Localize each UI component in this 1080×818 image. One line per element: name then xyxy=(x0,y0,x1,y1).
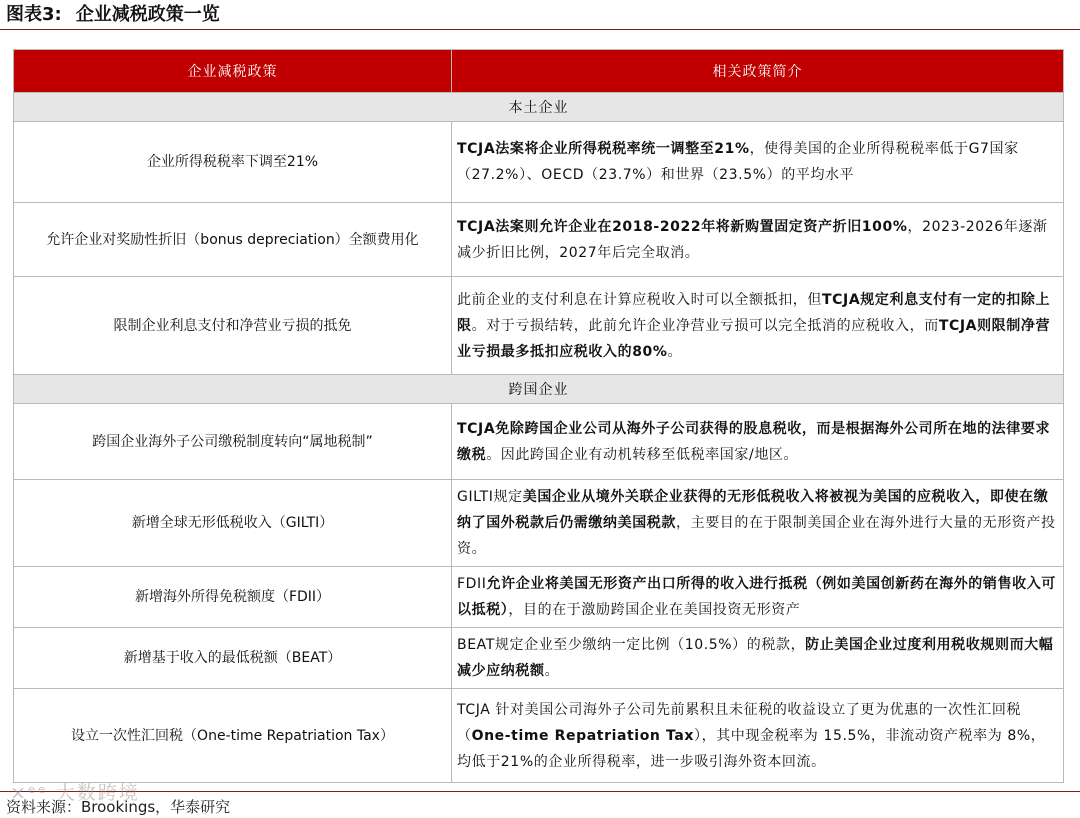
section-row-domestic xyxy=(14,93,1064,122)
policy-cell: 设立一次性汇回税（One-time Repatriation Tax） xyxy=(14,689,452,783)
description-cell xyxy=(452,122,1064,203)
policy-cell: 限制企业利息支付和净营业亏损的抵免 xyxy=(14,277,452,375)
description-text: ，目的在于激励跨国企业在美国投资无形资产 xyxy=(508,602,801,618)
description-bold: 防止美国企业过度利用税收规则而大幅减少应纳税额 xyxy=(457,637,1054,679)
description-text: FDII xyxy=(457,576,487,592)
table-row xyxy=(14,122,1064,203)
description-bold: TCJA法案将企业所得税税率统一调整至21% xyxy=(457,141,750,157)
section-label: 跨国企业 xyxy=(14,375,1064,404)
description-bold: 允许企业将美国无形资产出口所得的收入进行抵税（例如美国创新药在海外的销售收入可以抵税） xyxy=(457,576,1056,618)
description-text: GILTI规定 xyxy=(457,489,523,505)
footer-divider xyxy=(0,791,1080,792)
description-text: TCJA 针对美国公司海外子公司先前累积且未征税的收益设立了更为优惠的一次性汇回税（ xyxy=(457,701,1022,744)
description-text: ），其中现金税率为 15.5%，非流动资产税率为 8%，均低于21%的企业所得税率，进一步吸引海外资本回流。 xyxy=(457,727,1046,770)
column-header-policy: 企业减税政策 xyxy=(14,50,452,93)
source-note: 资料来源：Brookings，华泰研究 xyxy=(6,798,231,816)
policy-cell: 跨国企业海外子公司缴税制度转向“属地税制” xyxy=(14,404,452,480)
table-row xyxy=(14,203,1064,277)
figure-title xyxy=(6,2,220,28)
description-cell xyxy=(452,203,1064,277)
description-cell xyxy=(452,689,1064,783)
description-cell xyxy=(452,277,1064,375)
description-bold: 美国企业从境外关联企业获得的无形低税收入将被视为美国的应税收入，即使在缴纳了国外税款后仍需缴纳美国税款 xyxy=(457,489,1049,531)
section-label: 本土企业 xyxy=(14,93,1064,122)
description-cell xyxy=(452,628,1064,689)
description-cell xyxy=(452,480,1064,567)
figure-label: 图表3: xyxy=(6,4,62,25)
table-row xyxy=(14,277,1064,375)
policy-cell: 新增基于收入的最低税额（BEAT） xyxy=(14,628,452,689)
description-text: 。 xyxy=(667,343,683,360)
policy-cell: 企业所得税税率下调至21% xyxy=(14,122,452,203)
policy-table xyxy=(13,49,1064,783)
description-bold: TCJA法案则允许企业在2018-2022年将新购置固定资产折旧100% xyxy=(457,218,908,235)
watermark: ×ᵉᵉ 大数跨境 xyxy=(10,782,140,804)
description-text: 此前企业的支付利息在计算应税收入时可以全额抵扣，但 xyxy=(457,291,822,308)
description-bold: TCJA规定利息支付有一定的扣除上限 xyxy=(457,291,1051,334)
table-row xyxy=(14,567,1064,628)
table-header-row xyxy=(14,50,1064,93)
description-text: ，使得美国的企业所得税税率低于G7国家（27.2%）、OECD（23.7%）和世界（23.5%）的平均水平 xyxy=(457,141,1019,183)
description-text: ，2023-2026年逐渐减少折旧比例，2027年后完全取消。 xyxy=(457,218,1048,261)
table-row xyxy=(14,689,1064,783)
description-text: 。 xyxy=(544,663,560,679)
description-cell xyxy=(452,404,1064,480)
description-bold: TCJA则限制净营业亏损最多抵扣应税收入的80% xyxy=(457,317,1051,360)
table-row xyxy=(14,628,1064,689)
title-divider xyxy=(0,29,1080,30)
description-bold: One-time Repatriation Tax xyxy=(471,727,694,744)
policy-cell: 允许企业对奖励性折旧（bonus depreciation）全额费用化 xyxy=(14,203,452,277)
description-text: 。对于亏损结转，此前允许企业净营业亏损可以完全抵消的应税收入，而 xyxy=(471,317,939,334)
description-text: BEAT规定企业至少缴纳一定比例（10.5%）的税款， xyxy=(457,637,806,653)
description-bold: TCJA免除跨国企业公司从海外子公司获得的股息税收，而是根据海外公司所在地的法律要求缴税 xyxy=(457,420,1051,463)
column-header-description: 相关政策简介 xyxy=(452,50,1064,93)
description-cell xyxy=(452,567,1064,628)
description-text: 。因此跨国企业有动机转移至低税率国家/地区。 xyxy=(486,446,799,463)
table-row xyxy=(14,480,1064,567)
section-row-multinational xyxy=(14,375,1064,404)
description-text: ，主要目的在于限制美国企业在海外进行大量的无形资产投资。 xyxy=(457,515,1056,557)
figure-title-text: 企业减税政策一览 xyxy=(75,4,220,25)
table-row xyxy=(14,404,1064,480)
policy-cell: 新增全球无形低税收入（GILTI） xyxy=(14,480,452,567)
policy-cell: 新增海外所得免税额度（FDII） xyxy=(14,567,452,628)
